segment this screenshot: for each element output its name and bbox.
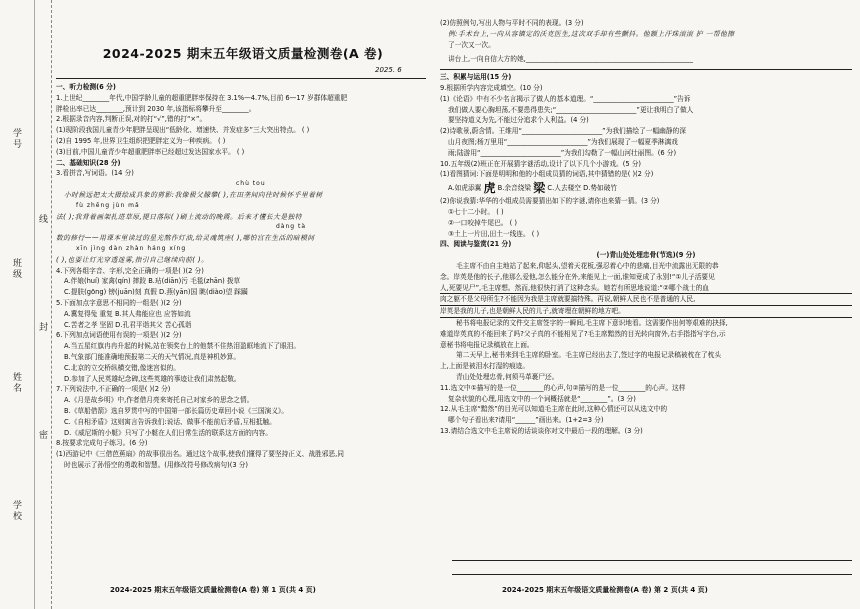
answer-rule <box>452 560 852 561</box>
pinyin-line: xīn jìng dàn zhàn háng xíng <box>76 244 187 252</box>
beam-pictogram-icon: 梁 <box>533 181 546 196</box>
question-line: 要坚持道义为先,不能过分追求个人利益。(4 分) <box>448 116 589 125</box>
question-line: (2)诗歌景,蔚含情。王维用“________________________”为我们描绘了一幅幽静的深 <box>440 127 686 136</box>
example-line: 了一次又一次。 <box>448 40 495 49</box>
question-line: 2.根据录音内容,判断正误,对的打“√”,错的打“×”。 <box>56 115 207 124</box>
question-line: (3)目前,中国儿童青少年超重肥胖率已经超过发达国家水平。 ( ) <box>56 147 245 156</box>
option-line: C.提肤(gōng) 镑(juān)刻 真假 D.燕(yān)国 眺(diào)望 踩躏 <box>64 288 248 297</box>
section-heading: 四、阅读与鉴赏(21 分) <box>440 240 512 249</box>
passage-line: ( ),也要让灯光穿透迷雾,指引自己继续向前( )。 <box>56 255 209 264</box>
question-line: 12.从毛主席“黯然”的目光可以知道毛主席在此时,这种心情还可以从选文中的 <box>440 405 667 414</box>
option-a: A.如虎添翼 <box>448 184 482 193</box>
binding-margin <box>0 0 52 609</box>
question-line: 3.看拼音,写词语。(14 分) <box>56 169 134 178</box>
option-line: A.伴娘(huí) 家禽(qín) 摔跤 B.玷(diān)污 毛毯(zhān) 拨草 <box>64 277 241 286</box>
passage-line: 肉之躯不是父母所生?不能因为我是主席就要搞特殊。再说,朝鲜人民也不是普通的人民, <box>440 294 852 306</box>
question-line: 13.请结合选文中毛主席说的话谈谈你对文中最后一段的理解。(3 分) <box>440 426 643 435</box>
question-line: (2)自 1995 年,世界卫生组织把肥胖定义为一种疾病。 ( ) <box>56 136 226 145</box>
exam-date: 2025. 6 <box>375 66 402 74</box>
question-line: (1)西游记中《三借芭蕉扇》的故事很出名。通过这个故事,使我们懂得了要坚持正义、战胜邪恶,同 <box>56 450 344 459</box>
option-line: C.《自相矛盾》这则寓言告诉我们:说话、做事不能前后矛盾,互相抵触。 <box>64 417 276 426</box>
passage-line: 念。岸英是他的长子,他那么爱他,怎么能分在外,来能见上一面,谁知竟成了永别!“①儿子活要见 <box>440 272 715 281</box>
class-label: 班级 <box>11 258 21 280</box>
question-line: (1)《论语》中有不少名言揭示了做人的基本道理。“________________________”告诉 <box>440 94 691 103</box>
answer-line: 讲台上,一向自信大方的她,__________________________________________________ <box>448 55 694 64</box>
option-line: A.当五星红旗冉冉升起的时候,站在领奖台上的他禁不住热泪盈眶地流下了眼泪。 <box>64 342 301 351</box>
pinyin-line: dàng tà <box>276 223 307 231</box>
passage-line: 毛主席不由自主地站了起来,仰起头,望着天花板,强忍着心中的悲痛,目光中流露出无限的恭 <box>456 261 719 270</box>
option-c: C.人去楼空 <box>547 184 581 193</box>
passage-line: 法( );我背着画架扎进草原,提日落际( )刷上流动的晚霞。后来才懂长大是独特 <box>56 212 302 221</box>
pinyin-line: chù tou <box>236 180 266 188</box>
question-line: 1.上世纪________年代,中国学龄儿童的超重肥胖率保持在 3.1%—4.7%,目前 6—17 岁群体超重肥 <box>56 93 348 102</box>
name-label: 姓名 <box>11 372 21 394</box>
school-label: 学校 <box>11 500 21 522</box>
riddle-line: ②一口咬掉牛尾巴。 ( ) <box>448 218 517 227</box>
question-line: (2)你说我猜:华华的小组成员需要猜出如下的字谜,请你也来猜一猜。(3 分) <box>440 197 660 206</box>
page-2 <box>432 0 860 609</box>
question-line: 复杂状貌的心理,用选文中的一个词概括就是“________”。(3 分) <box>448 394 636 403</box>
option-line: D.参加了人民英雄纪念碑,这些英雄的事迹让我们肃然起敬。 <box>64 374 241 383</box>
question-line: 5.下面加点字意思不相同的一组是( )(2 分) <box>56 298 182 307</box>
option-line: A.冀复得兔 重复 B.其人弗能应也 应答如流 <box>64 309 191 318</box>
option-line: A.《月是故乡明》中,作者借月亮来寄托自己对家乡的思念之情。 <box>64 396 254 405</box>
page-title: 2024-2025 期末五年级语文质量检测卷(A 卷) <box>102 46 384 61</box>
riddle-line: ①七十二小时。 ( ) <box>448 207 504 216</box>
question-line: (1)现阶段我国儿童青少年肥胖呈现出“低龄化、增速快、并发症多”三大突出特点。 ( ) <box>56 126 310 135</box>
passage-line: 上,上面是被泪水打湿的痕迹。 <box>440 362 530 371</box>
option-line: C.北京的立交桥纵横交错,像迷宫似的。 <box>64 363 180 372</box>
passage-line: 意秘书将电报记录稿放在上面。 <box>440 340 534 349</box>
answer-rule <box>452 574 852 575</box>
question-line: 11.选文中①描写的是一位________的心声,句②描写的是一位________的心声。这样 <box>440 383 686 392</box>
question-line: 雨;陆游用“________________________”为我们勾勒了一幅山河壮丽图。(6 分) <box>448 148 677 157</box>
passage-line: 岸英是我的儿子,也是朝鲜人民的儿子,就寄埋在朝鲜的地方吧。 <box>440 306 852 318</box>
page-2-footer: 2024-2025 期末五年级语文质量检测卷(A 卷) 第 2 页(共 4 页) <box>502 586 708 594</box>
section-heading: 二、基础知识(28 分) <box>56 158 121 167</box>
option-b: B.余音绕梁 <box>497 184 532 193</box>
line-mark: 线 <box>37 214 47 225</box>
section-heading: 三、积累与运用(15 分) <box>440 69 852 83</box>
option-line: B.气象部门能准确地预报第二天的天气情况,真是神机妙算。 <box>64 352 241 361</box>
question-line: 时也展示了孙悟空的勇敢和智慧。(用修改符号修改病句)(3 分) <box>64 460 249 469</box>
picture-options <box>440 180 852 196</box>
title-rule <box>56 78 426 79</box>
question-line: 我们做人要心胸坦荡,不要患得患失;“________________________”更让我明白了做人 <box>448 105 694 114</box>
option-d: D.势如破竹 <box>583 184 618 193</box>
tiger-pictogram-icon: 虎 <box>483 181 496 196</box>
binding-line <box>34 0 35 609</box>
question-line: 7.下列说法中,不正确的一项是( )(2 分) <box>56 385 171 394</box>
secret-mark: 密 <box>37 430 47 441</box>
question-line: (2)仿照例句,写出人物与平时不同的表现。(3 分) <box>440 19 584 27</box>
page-1-body <box>56 82 426 471</box>
question-line: 10.五年级(2)班正在开展猜字谜活动,设计了以下几个小游戏。(5 分) <box>440 159 642 168</box>
passage-line: 小时候远把太大摄绘成具象的剪影:我像极父朦攀( ),在田垄间向往时候怀乎里着树 <box>64 190 323 199</box>
option-line: C.苦者之孝 坚固 D.孔君平诣其父 苦心孤诣 <box>64 320 192 329</box>
question-line: 9.根据所学内容完成填空。(10 分) <box>440 83 543 92</box>
question-line: 哪个句子看出来?请用“______”画出来。(1+2=3 分) <box>448 416 604 425</box>
passage-line: 难道岸英真的不能回来了吗?父子真的不能相见了?毛主席黯然的目光转向窗外,右手指指写字台,示 <box>440 329 726 338</box>
passage-line: 青山处处埋忠骨,何须马革裹尸还。 <box>456 372 559 381</box>
passage-line: 秘书将电报记录的文件交主席签字的一瞬间,毛主席下意识地看。这需要作出何等艰难的抉择, <box>456 318 728 327</box>
question-line: 4.下列各组字音、字形,完全正确的一项是( )(2 分) <box>56 266 204 275</box>
option-line: D.《威尼斯的小艇》只写了小艇在人们日常生活的联系这方面的内容。 <box>64 428 272 437</box>
question-line: 胖检出率已达________,预计到 2030 年,该指标将攀升至________。 <box>56 104 256 113</box>
option-line: B.《草船借箭》选自罗贯中写的中国第一部长篇历史章回小说《三国演义》。 <box>64 406 289 415</box>
riddle-line: ③土上一片田,田土一线连。 ( ) <box>448 229 540 238</box>
passage-line: 第二天早上,秘书来到毛主席的卧室。毛主席已经出去了,签过字的电报记录稿被枕在了枕头 <box>456 351 722 360</box>
page-1-footer: 2024-2025 期末五年级语文质量检测卷(A 卷) 第 1 页(共 4 页) <box>110 586 316 594</box>
question-line: (1)看图猜词:下面是明明和他的小组成员猜的词语,其中猜错的是( )(2 分) <box>440 170 654 179</box>
passage-line: 数的修行——用课本里读过的星光熬作灯油,给灵魂筑座( ),哪怕宫在生活的暗模间 <box>56 234 315 243</box>
pinyin-line: fù zhēng jùn mǎ <box>76 201 140 209</box>
student-id-label: 学号 <box>11 128 21 150</box>
section-heading: 一、听力检测(6 分) <box>56 83 116 91</box>
question-line: 山月夜图;杨万里用“________________________”为我们展现了一幅夏季淋漓戏 <box>448 137 678 146</box>
passage-line: 人,死要见尸”,毛主席想。然而,他很快打消了这种念头。她若有所思地说道:“②哪个战士的血 <box>440 283 852 295</box>
example-line: 例:手术台上,一向从容镇定的沃克医生,这次双手却有些颤抖。他额上汗珠滚滚 护 一帮他擦 <box>448 29 735 38</box>
seal-mark: 封 <box>37 322 47 333</box>
passage-title: (一)青山处处埋忠骨(节选)(9 分) <box>596 251 696 260</box>
question-line: 8.按要求完成句子练习。(6 分) <box>56 439 148 448</box>
page-2-body <box>440 18 852 437</box>
question-line: 6.下列加点词语使用有误的一项是( )(2 分) <box>56 331 182 340</box>
